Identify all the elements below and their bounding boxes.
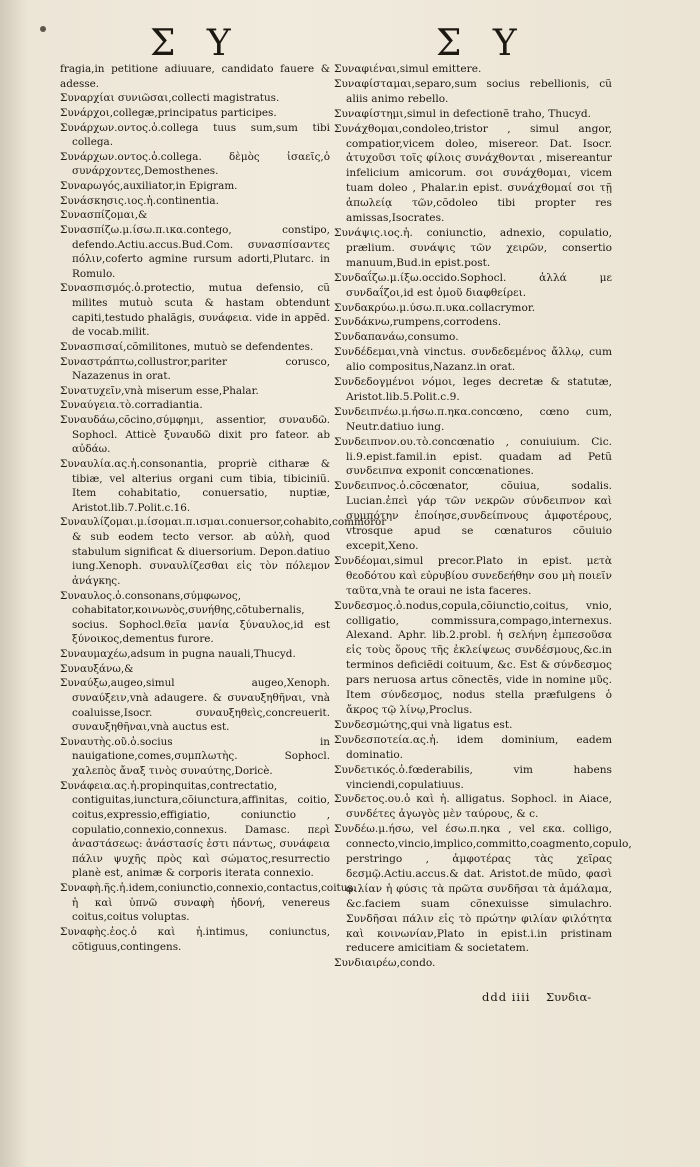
dictionary-entry: Συνδειπνέω.μ.ήσω.π.ηκα.concœno, cœno cum, Neutr.datiuo iung.	[334, 405, 612, 433]
dictionary-entry: Συναυλος.ὁ.consonans,σύμφωνος, cohabitator,κοινωνὸς,συνήθης,cõtubernalis, socius. Sophocl.θεῖα μανία ξύναυλος,id est ξύνοικος,dementus furore.	[60, 589, 330, 646]
dictionary-entry: Συνδειπνος.ὁ.cõcœnator, cõuiua, sodalis. Lucian.ἐπεὶ γάρ τῶν νεκρῶν σύνδειπνον καὶ συμπότην ἐποίησε,συνδείπνους ἀμφοτέρους, vtrosque apud se cœnaturos cõuiuio excepit,Xeno.	[334, 480, 612, 552]
dictionary-entry: Συναφίστημι,simul in defectionẽ traho, Thucyd.	[334, 107, 591, 120]
dictionary-entry: Συναφιέναι,simul emittere.	[334, 63, 482, 75]
dictionary-entry: Συνάρχοι,collegæ,principatus participes.	[60, 106, 277, 119]
dictionary-entry: Συνδεδογμένοι νόμοι, leges decretæ & statutæ, Aristot.lib.5.Polit.c.9.	[334, 376, 612, 403]
dictionary-entry: Συναυλία.ας.ἡ.consonantia, propriè citharæ & tibiæ, vel alterius organi cum tibia, tibiciniũ. Item cohabitatio, conuersatio, nuptiæ, Aristot.lib.7.Polit.c.16.	[60, 457, 330, 514]
signature-mark: ddd iiii	[482, 990, 531, 1004]
dictionary-entry: Συνασπισαί,cõmilitones, mutuò se defendentes.	[60, 340, 314, 353]
dictionary-entry: fragia,in petitione adiuuare, candidato fauere & adesse.	[60, 63, 330, 90]
running-head-right: Σ Υ	[436, 23, 527, 64]
dictionary-entry: Συνάφεια.ας.ἡ.propinquitas,contrectatio, contiguitas,iunctura,cõiunctura,affinitas, coitio, coitus,expressio,effigiatio, coniunctio , copulatio,connexio,connexus. Damasc. περὶ ἀναστάσεως: ἀνάστασίς ἐστι πάντως, συνάφεια πάλιν ψυχῆς πρὸς καὶ σώματος,resurrectio planè est, animæ & corporis iterata connexio.	[60, 779, 330, 880]
dictionary-entry: Συνατυχεῖν,vnà miserum esse,Phalar.	[60, 384, 259, 397]
dictionary-entry: Συναυμαχέω,adsum in pugna nauali,Thucyd.	[60, 648, 296, 660]
dictionary-entry: Συνασπίζω.μ.ίσω.π.ικα.contego, constipo, defendo.Actiu.accus.Bud.Com. συνασπίσαντες πόλιν,coferto agmine rursum adorti,Plutarc. in Romulo.	[60, 223, 330, 280]
dictionary-entry: Συνασπίζομαι,&	[60, 209, 148, 222]
dictionary-entry: Συναρχίαι συνιῶσαι,collecti magistratus.	[60, 92, 280, 105]
dictionary-entry: Συνδετος.ου.ὁ καὶ ἡ. alligatus. Sophocl. in Aiace, συνδέτες ἀγωγὸς μὲν ταύρους, & c.	[334, 793, 612, 821]
dictionary-entry: Συνασπισμός.ὁ.protectio, mutua defensio, cũ milites mutuò scuta & hastam obtendunt capiti,testudo phalãgis, συνάφεια. vide in appẽd. de vocab.milit.	[60, 282, 330, 339]
dictionary-entry: Συνδεσμώτης,qui vnà ligatus est.	[334, 718, 513, 731]
running-head-left: Σ Υ	[150, 23, 241, 64]
dictionary-entry: Συναυξάνω,&	[60, 662, 134, 675]
dictionary-entry: Συναρωγός,auxiliator,in Epigram.	[60, 180, 238, 192]
dictionary-entry: Συνάσκησις.ιος.ἡ.continentia.	[60, 194, 219, 207]
dictionary-entry: Συνδέδεμαι,vnà vinctus. συνδεδεμένος ἄλλῳ, cum alio compositus,Nazanz.in orat.	[334, 346, 612, 374]
dictionary-entry: Συνδάκνω,rumpens,corrodens.	[334, 316, 502, 329]
dictionary-entry: Συνδεσμος.ὁ.nodus,copula,cõiunctio,coitus, vnio, colligatio, commissura,compago,internexus. Alexand. Aphr. lib.2.probl. ἡ σελήνη ἐμπεσοῦσα εἰς τοὺς ὅρους τῆς ἐκλείψεως συνδέσμους,&c.in terminos deficiẽdi coituum, &c. Est & σύνδεσμος pars neruosa artus cõnectẽs, vide in nomine μῦς. Item σύνδεσμος, nodus stella præfulgens ὁ ἄκρος τῷ λίνῳ,Proclus.	[334, 599, 612, 716]
right-column	[334, 62, 632, 971]
binding-shadow	[0, 0, 28, 1167]
dictionary-entry: Συνάψις.ιος.ἡ. coniunctio, adnexio, copulatio, prælium. συνάψις τῶν χειρῶν, consertio manuum,Bud.in epist.post.	[334, 226, 612, 269]
dictionary-entry: Συνδειπνον.ου.τὸ.concœnatio , conuiuium. Cic. li.9.epist.famil.in epist. quadam ad Petũ συνδειπνα exponit concœnationes.	[334, 435, 612, 478]
dictionary-entry: Συναφὴς.ἐος.ὁ καὶ ἡ.intimus, coniunctus, cõtiguus,contingens.	[60, 925, 330, 953]
dictionary-entry: Συναστράπτω,collustror,pariter corusco, Nazazenus in orat.	[60, 355, 330, 383]
dictionary-entry: Συναυδάω,cõcino,σύμφημι, assentior, συναυδῶ. Sophocl. Atticè ξυναυδῶ dixit pro fateor. ab αὐδάω.	[60, 414, 330, 456]
dictionary-entry: Συνδετικός.ὁ.fœderabilis, vim habens vinciendi,copulatiuus.	[334, 763, 612, 791]
dictionary-entry: Συνδέω.μ.ήσω, vel έσω.π.ηκα , vel εκα. colligo, connecto,vincio,implico,committo,coagmento,copulo, perstringo , ἀμφοτέρας τὰς χεῖρας δεσμῷ.Actiu.accus.& dat. Aristot.de mũdo, φασὶ φιλίαν ἡ φύσις τὰ πρῶτα συνδῆσαι τὰ ἀμάλαμα, &c.faciem suam cõnexuisse simulachro. Συνδῆσαι πάλιν εἰς τὸ πρώτην φιλίαν φιλότητα καὶ κοινωνίαν,Plato in epist.i.in pristinam reducere amicitiam & societatem.	[334, 823, 632, 955]
dictionary-entry: Συναυτὴς.οῦ.ὁ.socius in nauigatione,comes,συμπλωτὴς. Sophocl. χαλεπὸς ἄναξ τινὸς συναύτης,Doricè.	[60, 735, 330, 777]
dictionary-entry: Συνδέομαι,simul precor.Plato in epist. μετὰ θεοδότου καὶ εὐρυβίου συνεδεήθην σου μὴ ποιεῖν ταῦτα,vnà te oraui ne ista faceres.	[334, 554, 612, 597]
dictionary-entry: Συνδακρύω.μ.ύσω.π.υκα.collacrymor.	[334, 301, 536, 314]
catchword: Συνδια-	[546, 990, 592, 1004]
dictionary-entry: Συναυλίζομαι.μ.ίσομαι.π.ισμαι.conuersor,cohabito,commoror & sub eodem tecto versor. ab αὐλὴ, quod stabulum significat & diuersorium. Depon.datiuo iung.Xenoph. συναυλίζεσθαι εἰς τὸν πόλεμον ἀνάγκης.	[60, 516, 387, 587]
left-column	[60, 62, 387, 954]
dictionary-entry: Συναφὴ.ῆς.ἡ.idem,coniunctio,connexio,contactus,coitus. ἡ καὶ ὑπνῶ συναφὴ ἡδονή, venereus coitus,coitus voluptas.	[60, 882, 357, 924]
dictionary-entry: Συνδιαιρέω,condo.	[334, 957, 436, 970]
dictionary-entry: Συνδεσποτεία.ας.ἡ. idem dominium, eadem dominatio.	[334, 733, 612, 761]
dictionary-entry: Συνδαπανάω,consumo.	[334, 331, 459, 344]
dictionary-entry: Συναύγεια.τὸ.corradiantia.	[60, 399, 203, 412]
dictionary-entry: Συνάρχων.οντος.ὁ.collega. δὲμὸς ἰσαεῖς,ὁ συνάρχοντες,Demosthenes.	[60, 150, 330, 178]
dictionary-entry: Συναφίσταμαι,separo,sum socius rebellionis, cũ aliis animo rebello.	[334, 77, 612, 105]
dictionary-entry: Συναύξω,augeo,simul augeo,Xenoph. συναύξειν,vnà adaugere. & συναυξηθῆναι, vnà coaluisse,Isocr. συναυξηθεὶς,concreuerit. συναυξηθῆναι,vnà auctus est.	[60, 677, 330, 734]
dictionary-entry: Συνάχθομαι,condoleo,tristor , simul angor, compatior,vicem doleo, misereor. Dat. Isocr. ἀτυχοῦσι τοῖς φίλοις συνάχθονται , misereantur infelicium amicorum. σοι συνάχθομαι, vicem tuam doleo , Phalar.in epist. συνάχθομαί σοι τῇ ἀπωλείᾳ τῶν,cõdoleo tibi propter res amissas,Isocrates.	[334, 122, 612, 225]
dictionary-entry: Συνδαΐζω.μ.ίξω.occido.Sophocl. ἀλλά με συνδαΐζοι,id est ὁμοῦ διαφθείρει.	[334, 271, 612, 299]
ink-spot	[40, 26, 46, 32]
dictionary-entry: Συνάρχων.οντος.ὁ.collega tuus sum,sum tibi collega.	[60, 121, 330, 149]
